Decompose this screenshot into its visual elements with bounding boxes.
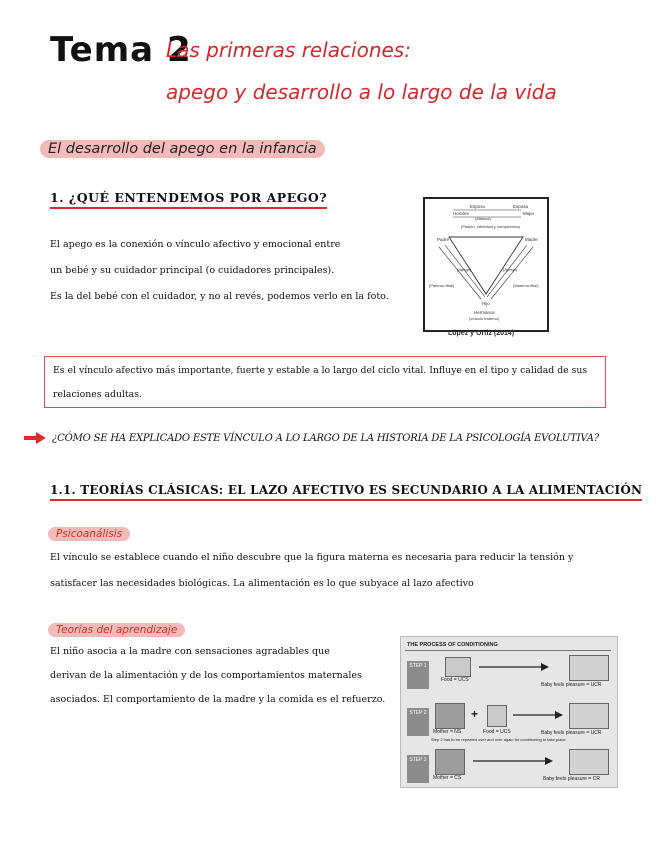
q11-heading-text: 1.1. TEORÍAS CLÁSICAS: EL LAZO AFECTIVO ES SECUNDARIO A LA ALIMENTACIÓN	[50, 483, 643, 497]
conditioning-title: THE PROCESS OF CONDITIONING	[407, 642, 498, 648]
title-line-1: Las primeras relaciones:	[166, 38, 411, 62]
title-line-2: apego y desarrollo a lo largo de la vida	[166, 80, 557, 104]
conditioning-figure	[400, 636, 618, 788]
q11-heading	[50, 483, 642, 497]
baby-photo	[569, 749, 609, 775]
aprendizaje-tag-text: Teorías del aprendizaje	[48, 623, 185, 637]
q1-heading	[50, 190, 327, 205]
aprend-line: derivan de la alimentación y de los comportamientos maternales	[50, 670, 362, 681]
baby-ucr-label: Baby feels pleasure = UCR	[541, 682, 602, 688]
evolution-question: ¿CÓMO SE HA EXPLICADO ESTE VÍNCULO A LO LARGO DE LA HISTORIA DE LA PSICOLOGÍA EVOLUTIVA?	[52, 433, 599, 444]
aprend-line: asociados. El comportamiento de la madre y la comida es el refuerzo.	[50, 694, 386, 705]
diag-label: (Paterno-filial)	[429, 283, 454, 288]
diag-label: Esposa	[513, 204, 529, 209]
food-photo	[445, 657, 471, 677]
psicoanalisis-tag-text: Psicoanálisis	[48, 527, 130, 541]
diag-label: Hermanos	[474, 310, 495, 315]
diag-label: Esposo	[470, 204, 486, 209]
attachment-diagram	[423, 197, 549, 332]
diag-label: Hombre	[453, 211, 470, 216]
diag-label: Mujer	[523, 211, 535, 216]
diag-triangle	[449, 237, 523, 294]
step-1-box: STEP 1	[407, 661, 429, 689]
callout-line: relaciones adultas.	[53, 389, 142, 400]
figure-caption: López y Ortiz (2014)	[448, 330, 515, 337]
q1-line: Es la del bebé con el cuidador, y no al revés, podemos verlo en la foto.	[50, 291, 389, 302]
step-2-box: STEP 2	[407, 708, 429, 736]
bottle-photo	[487, 705, 507, 727]
diag-line	[491, 247, 533, 299]
psico-line: El vínculo se establece cuando el niño descubre que la figura materna es necesaria para reducir la tensión y	[50, 552, 574, 563]
aprendizaje-paragraph	[50, 640, 385, 712]
attachment-diagram-svg	[425, 199, 547, 330]
diag-label: Madre	[525, 237, 538, 242]
diag-label: Padre	[437, 237, 450, 242]
q1-heading-text: 1. ¿QUÉ ENTENDEMOS POR APEGO?	[50, 190, 328, 205]
q1-paragraph	[50, 232, 389, 310]
arrow-icon	[479, 663, 549, 671]
food-ucs-label: Food = UCS	[441, 677, 469, 683]
baby-photo	[569, 655, 609, 681]
section-heading	[40, 141, 325, 157]
baby-cr-label: Baby feels pleasure = CR	[543, 776, 600, 782]
baby-photo	[569, 703, 609, 729]
mother-ns-label: Mother = NS	[433, 729, 462, 735]
arrow-icon	[473, 757, 553, 765]
mother-cs-label: Mother = CS	[433, 775, 462, 781]
callout-line: Es el vínculo afectivo más importante, fuerte y estable a lo largo del ciclo vital. Influye en el tipo y calidad de sus	[53, 365, 588, 376]
food-ucs2-label: Food = UCS	[483, 729, 511, 735]
diag-label: (vínculo fraterno)	[469, 316, 500, 321]
baby-ucr2-label: Baby feels pleasure = UCR	[541, 730, 602, 736]
psicoanalisis-paragraph	[50, 545, 573, 597]
aprend-line: El niño asocia a la madre con sensaciones agradables que	[50, 646, 330, 657]
diag-label: (Materno-filial)	[513, 283, 539, 288]
diag-label: Hijo	[482, 301, 490, 306]
plus-icon: +	[471, 707, 479, 721]
diag-label: (Apego)	[457, 267, 472, 272]
heading-underline	[50, 207, 327, 209]
section-heading-text: El desarrollo del apego en la infancia	[40, 140, 325, 158]
arrow-icon	[513, 711, 563, 719]
mother-photo	[435, 749, 465, 775]
heading-underline	[50, 499, 642, 502]
aprendizaje-tag	[48, 624, 185, 636]
step-3-box: STEP 3	[407, 755, 429, 783]
q1-line: El apego es la conexión o vínculo afectivo y emocional entre	[50, 239, 341, 250]
tema-label: Tema 2	[50, 30, 192, 70]
diag-line	[439, 247, 481, 299]
red-arrow-icon	[24, 432, 46, 444]
mother-photo	[435, 703, 465, 729]
diag-label: (Apego)	[503, 267, 518, 272]
callout-box	[44, 356, 606, 408]
diag-label: (Alianza)	[475, 216, 491, 221]
q1-line: un bebé y su cuidador principal (o cuidadores principales).	[50, 265, 335, 276]
psicoanalisis-tag	[48, 528, 130, 540]
repeat-note: Step 2 has to be repeated over and over again for conditioning to take place.	[431, 737, 567, 742]
psico-line: satisfacer las necesidades biológicas. La alimentación es lo que subyace al lazo afectivo	[50, 578, 474, 589]
diag-label: (Pasión, intimidad y compromiso)	[461, 224, 521, 229]
